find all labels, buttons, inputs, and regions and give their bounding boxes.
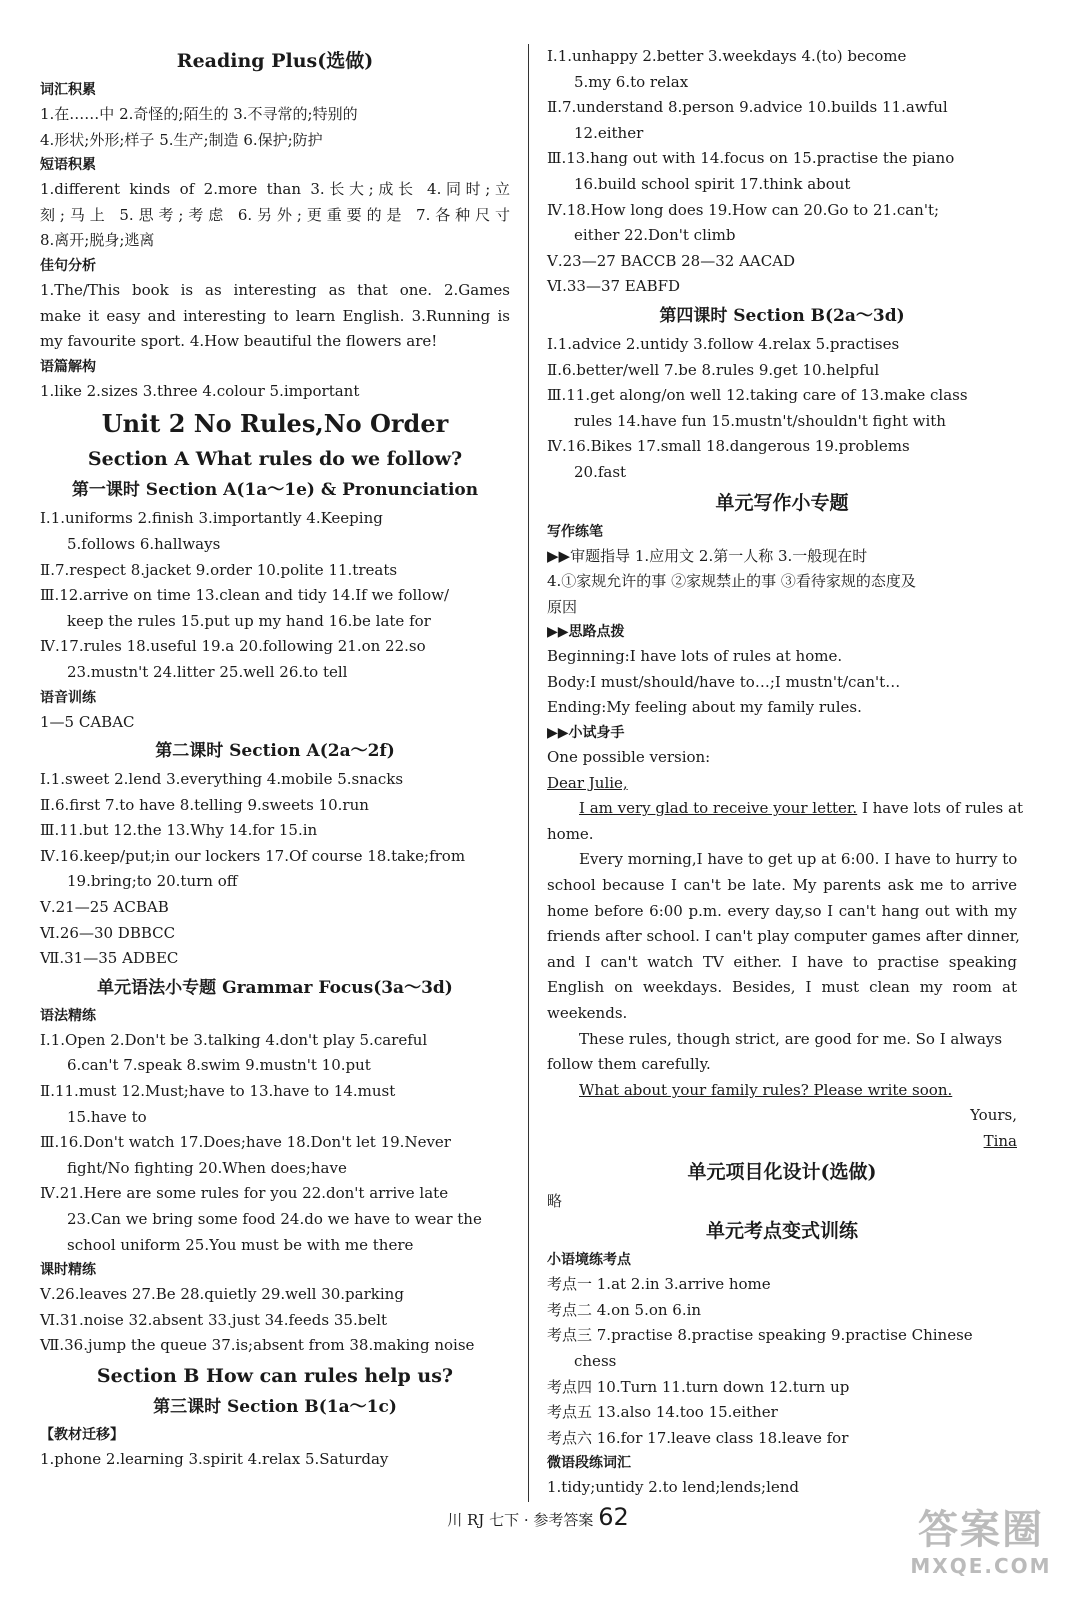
answer-line: 4.形状;外形;样子 5.生产;制造 6.保护;防护 (40, 130, 323, 149)
subsection-label: 【教材迁移】 (40, 1426, 124, 1443)
answer-line: Ⅰ.1.unhappy 2.better 3.weekdays 4.(to) become (547, 47, 907, 65)
answer-line: 23.mustn't 24.litter 25.well 26.to tell (67, 662, 348, 681)
section-heading: 第四课时 Section B(2a～3d) (659, 305, 905, 326)
section-heading: 单元项目化设计(选做) (687, 1160, 877, 1183)
answer-line: 考点一 1.at 2.in 3.arrive home (547, 1275, 771, 1294)
answer-line: Ⅳ.17.rules 18.useful 19.a 20.following 21.on 22.so (40, 637, 426, 656)
subsection-label: 小语境练考点 (547, 1252, 631, 1269)
answer-line: 1.like 2.sizes 3.three 4.colour 5.important (40, 381, 360, 400)
column-divider (528, 44, 529, 1502)
answer-line: 19.bring;to 20.turn off (67, 872, 238, 891)
section-heading: Section A What rules do we follow? (87, 448, 463, 471)
answer-line: 6.can't 7.speak 8.swim 9.mustn't 10.put (67, 1056, 371, 1075)
answer-line: 1.different kinds of 2.more than 3.长大;成长 4.同时;立 (40, 180, 510, 199)
answer-line: Ⅳ.16.keep/put;in our lockers 17.Of course 18.take;from (40, 846, 466, 865)
answer-line: Ⅲ.16.Don't watch 17.Does;have 18.Don't let 19.Never (40, 1133, 451, 1152)
answer-line: Ⅱ.11.must 12.Must;have to 13.have to 14.must (40, 1082, 396, 1101)
subsection-label: ▶▶思路点拨 (547, 624, 625, 641)
answer-line: 12.either (574, 123, 644, 142)
answer-line: Yours, (970, 1106, 1017, 1125)
answer-line: 考点五 13.also 14.too 15.either (547, 1403, 778, 1422)
answer-line: 1—5 CABAC (40, 712, 135, 731)
watermark-url: MXQE.COM (910, 1554, 1052, 1578)
answer-line: follow them carefully. (547, 1055, 711, 1074)
answer-line: 刻;马上 5.思考;考虑 6.另外;更重要的是 7.各种尺寸 (40, 205, 510, 224)
watermark (906, 1506, 1056, 1586)
answer-line: English on weekdays. Besides, I must clean my room at (547, 978, 1017, 997)
left-column (40, 44, 510, 1473)
answer-line: Ⅶ.31—35 ADBEC (40, 949, 179, 968)
answer-line: Ⅱ.7.understand 8.person 9.advice 10.builds 11.awful (547, 98, 948, 117)
subsection-label: 语音训练 (40, 689, 96, 706)
subsection-label: 写作练笔 (547, 523, 603, 540)
answer-line: friends after school. I can't play computer games after dinner, (547, 927, 1020, 946)
answer-line: Ⅱ.6.first 7.to have 8.telling 9.sweets 10.run (40, 795, 369, 814)
answer-line: Ⅱ.6.better/well 7.be 8.rules 9.get 10.helpful (547, 360, 880, 379)
answer-line: fight/No fighting 20.When does;have (67, 1158, 347, 1177)
answer-line: school uniform 25.You must be with me there (67, 1235, 414, 1254)
answer-line: I am very glad to receive your letter. I have lots of rules at (579, 799, 1023, 818)
answer-line: Ⅴ.26.leaves 27.Be 28.quietly 29.well 30.parking (40, 1285, 404, 1304)
answer-line: Dear Julie, (547, 773, 628, 792)
subsection-label: 课时精练 (40, 1262, 96, 1279)
answer-line: 考点六 16.for 17.leave class 18.leave for (547, 1428, 849, 1447)
answer-line: These rules, though strict, are good for me. So I always (579, 1029, 1003, 1048)
answer-line: 考点四 10.Turn 11.turn down 12.turn up (547, 1377, 850, 1396)
section-heading: 第二课时 Section A(2a～2f) (155, 741, 395, 762)
answer-line: rules 14.have fun 15.mustn't/shouldn't fight with (574, 411, 946, 430)
answer-line: make it easy and interesting to learn English. 3.Running is (40, 306, 510, 325)
subsection-label: ▶▶小试身手 (547, 725, 625, 742)
section-heading: Reading Plus(选做) (176, 50, 374, 72)
answer-line: home before 6:00 p.m. every day,so I can't hang out with my (547, 901, 1017, 920)
section-heading: Section B How can rules help us? (96, 1364, 454, 1387)
answer-line: What about your family rules? Please write soon. (579, 1080, 953, 1099)
answer-line: Ⅳ.21.Here are some rules for you 22.don't arrive late (40, 1184, 449, 1203)
answer-line: 23.Can we bring some food 24.do we have to wear the (67, 1210, 482, 1228)
page-number: 62 (598, 1503, 629, 1531)
answer-line: Ⅰ.1.advice 2.untidy 3.follow 4.relax 5.practises (547, 334, 900, 353)
answer-line: 8.离开;脱身;逃离 (40, 231, 155, 250)
answer-line: Every morning,I have to get up at 6:00. I have to hurry to (579, 850, 1018, 869)
answer-line: 考点三 7.practise 8.practise speaking 9.practise Chinese (547, 1326, 973, 1345)
subsection-label: 语篇解构 (40, 358, 96, 375)
answer-line: Beginning:I have lots of rules at home. (547, 647, 843, 666)
section-heading: 单元写作小专题 (715, 491, 849, 514)
answer-line: Ending:My feeling about my family rules. (547, 698, 862, 717)
subsection-label: 词汇积累 (40, 82, 96, 98)
answer-line: keep the rules 15.put up my hand 16.be late for (67, 611, 431, 630)
answer-line: and I can't watch TV either. I have to practise speaking (547, 952, 1017, 971)
answer-line: school because I can't be late. My parents ask me to arrive (547, 876, 1017, 895)
answer-line: 15.have to (67, 1107, 147, 1126)
answer-line: Ⅵ.33—37 EABFD (547, 277, 681, 296)
subsection-label: 语法精练 (40, 1007, 96, 1024)
answer-line: ▶▶审题指导 1.应用文 2.第一人称 3.一般现在时 (547, 546, 868, 565)
answer-line: Ⅲ.11.but 12.the 13.Why 14.for 15.in (40, 821, 318, 840)
answer-line: Tina (983, 1131, 1017, 1150)
answer-line: 1.phone 2.learning 3.spirit 4.relax 5.Saturday (40, 1449, 389, 1468)
section-heading: 单元考点变式训练 (705, 1220, 858, 1243)
answer-line: 1.The/This book is as interesting as that one. 2.Games (40, 280, 510, 299)
answer-line: Ⅱ.7.respect 8.jacket 9.order 10.polite 11.treats (40, 560, 398, 579)
subsection-label: 微语段练词汇 (547, 1455, 631, 1472)
answer-line: Ⅳ.16.Bikes 17.small 18.dangerous 19.problems (547, 437, 910, 456)
section-heading: 第三课时 Section B(1a～1c) (153, 1396, 397, 1417)
answer-line: 16.build school spirit 17.think about (574, 174, 851, 193)
answer-line: 5.follows 6.hallways (67, 534, 221, 553)
section-heading: Unit 2 No Rules,No Order (101, 409, 449, 439)
answer-line: Ⅶ.36.jump the queue 37.is;absent from 38.making noise (40, 1336, 475, 1355)
watermark-logo-text: 答案圈 (918, 1507, 1044, 1553)
answer-line: home. (547, 824, 594, 843)
section-heading: 第一课时 Section A(1a～1e) & Pronunciation (71, 480, 479, 501)
answer-line: One possible version: (547, 748, 711, 767)
answer-line: 1.tidy;untidy 2.to lend;lends;lend (547, 1478, 800, 1497)
answer-line: 4.①家规允许的事 ②家规禁止的事 ③看待家规的态度及 (547, 572, 916, 591)
answer-line: 略 (547, 1191, 563, 1210)
answer-line: Ⅰ.1.Open 2.Don't be 3.talking 4.don't play 5.careful (40, 1030, 428, 1049)
right-column (547, 44, 1023, 1501)
answer-line: Body:I must/should/have to…;I mustn't/can't… (547, 672, 901, 691)
footer-label: 川 RJ 七下 · 参考答案 (447, 1511, 594, 1529)
answer-line: my favourite sport. 4.How beautiful the flowers are! (40, 332, 438, 351)
answer-line: 考点二 4.on 5.on 6.in (547, 1300, 702, 1319)
answer-line: Ⅴ.21—25 ACBAB (40, 898, 169, 917)
answer-line: Ⅲ.12.arrive on time 13.clean and tidy 14.If we follow/ (40, 586, 450, 605)
answer-line: 20.fast (574, 462, 627, 481)
answer-line: either 22.Don't climb (574, 226, 736, 245)
subsection-label: 短语积累 (40, 157, 96, 174)
answer-line: chess (574, 1351, 617, 1370)
answer-line: 原因 (547, 597, 578, 616)
answer-line: Ⅳ.18.How long does 19.How can 20.Go to 21.can't; (547, 200, 940, 219)
answer-line: Ⅰ.1.uniforms 2.finish 3.importantly 4.Keeping (40, 509, 383, 528)
answer-line: Ⅵ.26—30 DBBCC (40, 923, 176, 942)
answer-line: 5.my 6.to relax (574, 72, 689, 91)
subsection-label: 佳句分析 (40, 257, 96, 274)
answer-line: Ⅴ.23—27 BACCB 28—32 AACAD (547, 251, 796, 270)
answer-line: Ⅲ.11.get along/on well 12.taking care of 13.make class (547, 386, 968, 405)
answer-line: Ⅲ.13.hang out with 14.focus on 15.practise the piano (547, 149, 955, 168)
answer-line: 1.在……中 2.奇怪的;陌生的 3.不寻常的;特别的 (40, 105, 358, 123)
answer-line: Ⅵ.31.noise 32.absent 33.just 34.feeds 35.belt (40, 1310, 388, 1329)
answer-line: Ⅰ.1.sweet 2.lend 3.everything 4.mobile 5.snacks (40, 770, 404, 789)
section-heading: 单元语法小专题 Grammar Focus(3a～3d) (97, 977, 453, 998)
answer-line: weekends. (547, 1004, 628, 1022)
